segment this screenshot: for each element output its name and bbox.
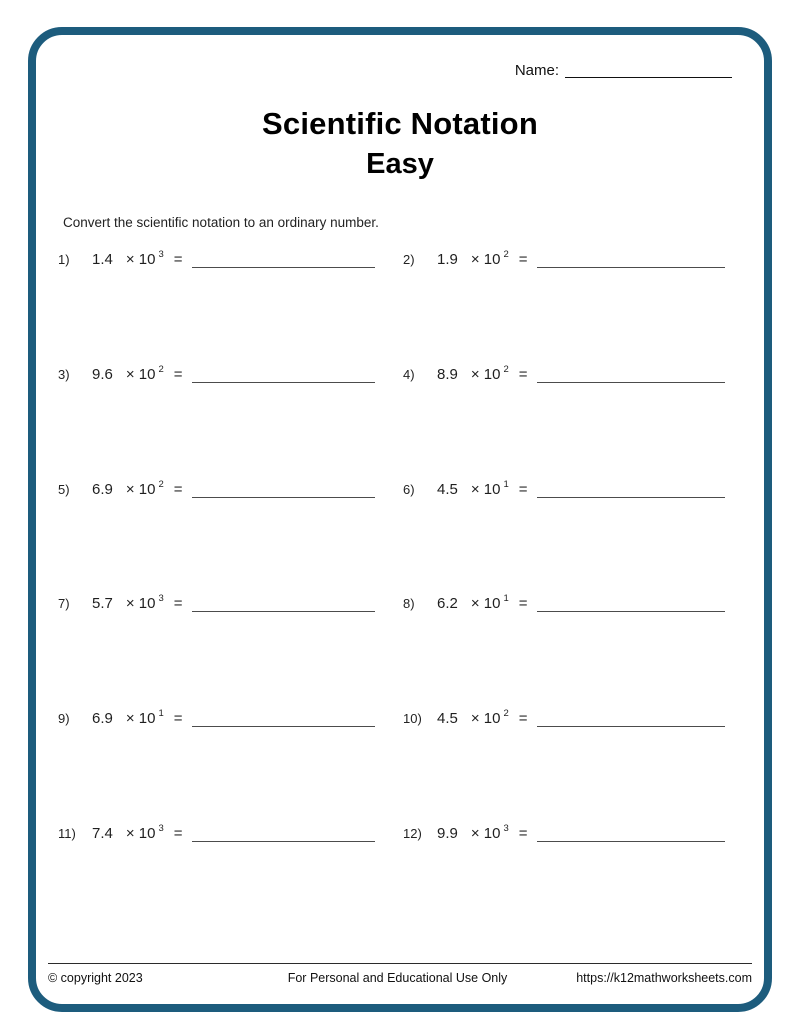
times-ten: × 10 xyxy=(125,595,156,613)
answer-blank[interactable] xyxy=(192,482,375,498)
coefficient: 6.9 xyxy=(92,710,113,728)
name-label: Name: xyxy=(514,62,559,79)
footer xyxy=(48,971,752,985)
exponent: 1 xyxy=(503,478,509,490)
power-of-ten xyxy=(471,709,509,727)
exponent: 3 xyxy=(158,822,164,834)
footer-divider xyxy=(48,963,752,964)
answer-blank[interactable] xyxy=(537,596,725,612)
problem-item-11 xyxy=(58,818,403,842)
exponent: 2 xyxy=(158,478,164,490)
page-title: Scientific Notation xyxy=(262,106,538,141)
power-of-ten xyxy=(126,480,164,498)
answer-blank[interactable] xyxy=(537,711,725,727)
power-of-ten xyxy=(126,824,164,842)
problem-number: 12) xyxy=(403,825,422,841)
equals-sign: = xyxy=(518,595,528,613)
problem-number: 8) xyxy=(403,596,415,612)
answer-blank[interactable] xyxy=(192,826,375,842)
problem-number: 3) xyxy=(58,366,70,382)
problem-item-6 xyxy=(403,474,725,498)
exponent: 1 xyxy=(158,708,164,720)
equals-sign: = xyxy=(518,824,528,842)
coefficient: 6.9 xyxy=(92,480,113,498)
answer-blank[interactable] xyxy=(537,252,725,268)
coefficient: 5.7 xyxy=(92,595,113,613)
exponent: 3 xyxy=(158,593,164,605)
equals-sign: = xyxy=(518,365,528,383)
equals-sign: = xyxy=(518,251,528,268)
instruction-text: Convert the scientific notation to an ordinary number. xyxy=(63,215,379,230)
power-of-ten xyxy=(471,250,509,268)
problem-item-9 xyxy=(58,703,403,727)
power-of-ten xyxy=(471,594,509,612)
times-ten: × 10 xyxy=(125,480,156,498)
name-blank-line[interactable] xyxy=(565,64,732,78)
exponent: 2 xyxy=(158,363,164,375)
times-ten: × 10 xyxy=(125,710,156,728)
problem-number: 6) xyxy=(403,481,415,497)
problem-item-8 xyxy=(403,588,725,612)
coefficient: 4.5 xyxy=(437,710,458,728)
problem-item-7 xyxy=(58,588,403,612)
power-of-ten xyxy=(471,365,509,383)
problem-item-12 xyxy=(403,818,725,842)
problem-number: 10) xyxy=(403,711,422,727)
answer-blank[interactable] xyxy=(537,367,725,383)
times-ten: × 10 xyxy=(470,365,501,383)
answer-blank[interactable] xyxy=(192,596,375,612)
equals-sign: = xyxy=(173,365,183,383)
name-field xyxy=(515,61,732,79)
times-ten: × 10 xyxy=(470,251,501,268)
power-of-ten xyxy=(126,365,164,383)
equals-sign: = xyxy=(173,710,183,728)
coefficient: 1.4 xyxy=(92,251,113,268)
coefficient: 7.4 xyxy=(92,824,113,842)
problem-item-1 xyxy=(58,244,403,268)
problem-item-10 xyxy=(403,703,725,727)
equals-sign: = xyxy=(173,824,183,842)
equals-sign: = xyxy=(173,480,183,498)
problem-list xyxy=(58,244,725,933)
problem-item-4 xyxy=(403,359,725,383)
coefficient: 4.5 xyxy=(437,480,458,498)
problem-item-3 xyxy=(58,359,403,383)
exponent: 1 xyxy=(503,593,509,605)
times-ten: × 10 xyxy=(125,251,156,268)
problem-item-5 xyxy=(58,474,403,498)
exponent: 2 xyxy=(503,363,509,375)
coefficient: 9.9 xyxy=(437,824,458,842)
problem-number: 4) xyxy=(403,366,415,382)
equals-sign: = xyxy=(518,480,528,498)
times-ten: × 10 xyxy=(125,365,156,383)
page-subtitle: Easy xyxy=(366,148,434,180)
times-ten: × 10 xyxy=(470,710,501,728)
exponent: 2 xyxy=(503,249,509,260)
equals-sign: = xyxy=(173,595,183,613)
coefficient: 6.2 xyxy=(437,595,458,613)
website-link[interactable]: https://k12mathworksheets.com xyxy=(576,971,752,985)
copyright-text: © copyright 2023 xyxy=(48,971,143,985)
times-ten: × 10 xyxy=(470,595,501,613)
title-block xyxy=(0,106,800,181)
exponent: 3 xyxy=(503,822,509,834)
problem-number: 9) xyxy=(58,711,70,727)
exponent: 3 xyxy=(158,249,164,260)
coefficient: 1.9 xyxy=(437,251,458,268)
problem-number: 5) xyxy=(58,481,70,497)
answer-blank[interactable] xyxy=(192,367,375,383)
times-ten: × 10 xyxy=(470,480,501,498)
power-of-ten xyxy=(471,480,509,498)
problem-number: 2) xyxy=(403,252,415,267)
power-of-ten xyxy=(126,709,164,727)
power-of-ten xyxy=(126,250,164,268)
usage-text: For Personal and Educational Use Only xyxy=(287,971,508,985)
answer-blank[interactable] xyxy=(537,826,725,842)
coefficient: 9.6 xyxy=(92,365,113,383)
answer-blank[interactable] xyxy=(192,711,375,727)
times-ten: × 10 xyxy=(125,824,156,842)
problem-number: 7) xyxy=(58,596,70,612)
equals-sign: = xyxy=(173,251,183,268)
answer-blank[interactable] xyxy=(192,252,375,268)
problem-item-2 xyxy=(403,244,725,268)
problem-number: 1) xyxy=(58,252,70,267)
exponent: 2 xyxy=(503,708,509,720)
equals-sign: = xyxy=(518,710,528,728)
times-ten: × 10 xyxy=(470,824,501,842)
power-of-ten xyxy=(471,824,509,842)
power-of-ten xyxy=(126,594,164,612)
answer-blank[interactable] xyxy=(537,482,725,498)
coefficient: 8.9 xyxy=(437,365,458,383)
problem-number: 11) xyxy=(58,825,76,841)
